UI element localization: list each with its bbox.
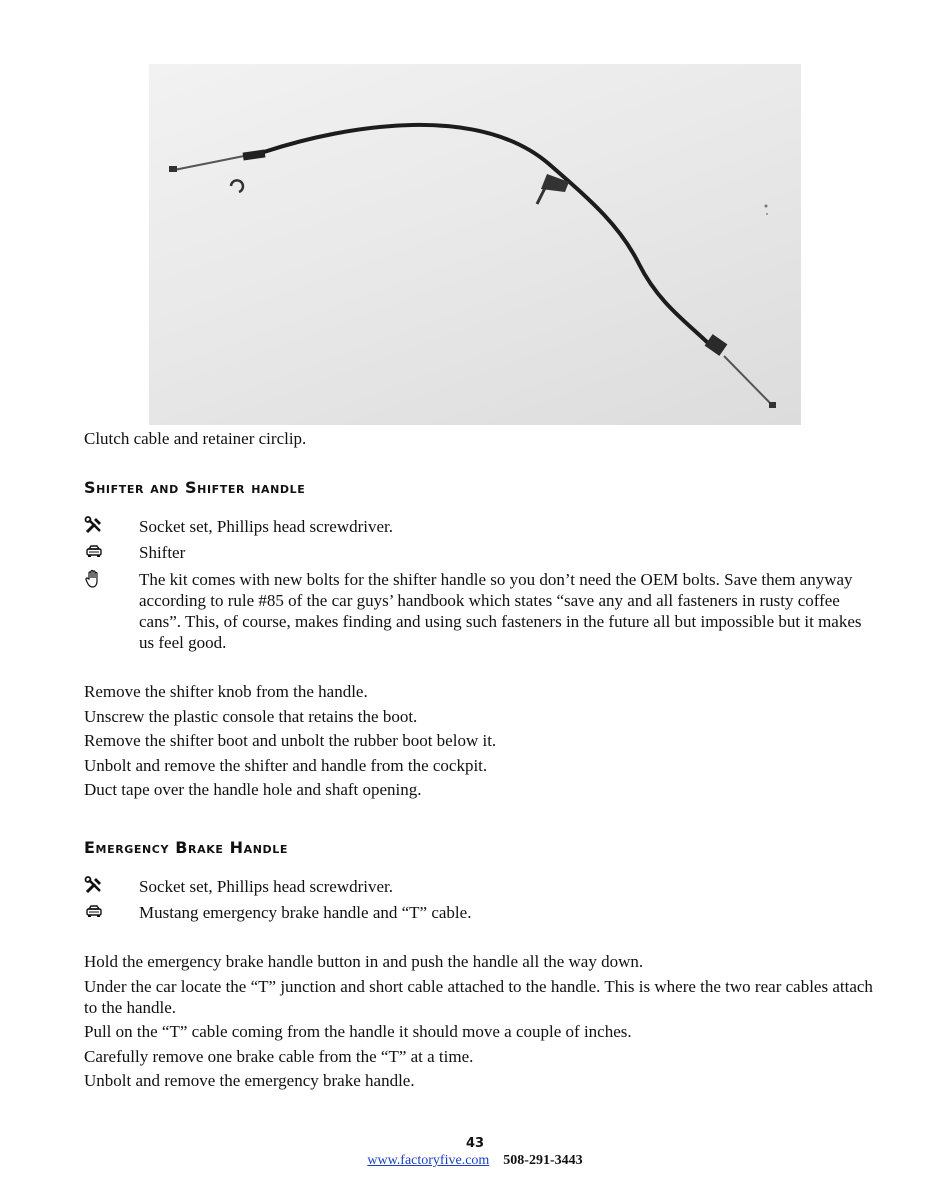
- hand-icon: [84, 569, 106, 590]
- list-item: Duct tape over the handle hole and shaft opening.: [84, 780, 422, 799]
- list-item: Unbolt and remove the emergency brake handle.: [84, 1071, 415, 1090]
- list-item: Pull on the “T” cable coming from the handle it should move a couple of inches.: [84, 1022, 632, 1041]
- section-heading-shifter: Shifter and Shifter handle: [84, 478, 306, 497]
- list-item: Unbolt and remove the shifter and handle from the cockpit.: [84, 755, 488, 775]
- list-item: Unscrew the plastic console that retains the boot.: [84, 706, 418, 726]
- tools-icon: [84, 876, 106, 897]
- parts-text: Shifter: [139, 543, 186, 562]
- website-link[interactable]: www.factoryfive.com: [367, 1153, 490, 1168]
- car-icon: [84, 902, 106, 923]
- car-icon: [84, 542, 106, 563]
- section-heading-brake: Emergency Brake Handle: [84, 838, 288, 857]
- footer-contact: [0, 1153, 950, 1169]
- list-item: Remove the shifter boot and unbolt the rubber boot below it.: [84, 731, 497, 750]
- phone-number: 508-291-3443: [503, 1153, 583, 1168]
- tools-icon: [84, 516, 106, 537]
- list-item: Hold the emergency brake handle button in and push the handle all the way down.: [84, 952, 644, 971]
- brake-steps: [84, 951, 874, 1095]
- tip-text: The kit comes with new bolts for the shifter handle so you don’t need the OEM bolts. Save them anyway according to rule #85 of the car guys’ handbook which states “save any and all fasteners in rusty coffee cans”. This, of course, makes finding and using such fasteners in the future all but impossible but it makes us feel good.: [139, 570, 862, 652]
- photo-caption: Clutch cable and retainer circlip.: [84, 429, 307, 448]
- parts-text: Mustang emergency brake handle and “T” cable.: [139, 903, 472, 922]
- list-item: Carefully remove one brake cable from the “T” at a time.: [84, 1046, 474, 1066]
- page-number: 43: [465, 1136, 485, 1151]
- list-item: Remove the shifter knob from the handle.: [84, 682, 368, 701]
- tools-text: Socket set, Phillips head screwdriver.: [139, 517, 394, 536]
- list-item: Under the car locate the “T” junction and short cable attached to the handle. This is where the two rear cables attach to the handle.: [84, 976, 873, 1017]
- tools-text: Socket set, Phillips head screwdriver.: [139, 877, 394, 896]
- clutch-cable-photo: [149, 64, 801, 425]
- shifter-steps: [84, 681, 874, 804]
